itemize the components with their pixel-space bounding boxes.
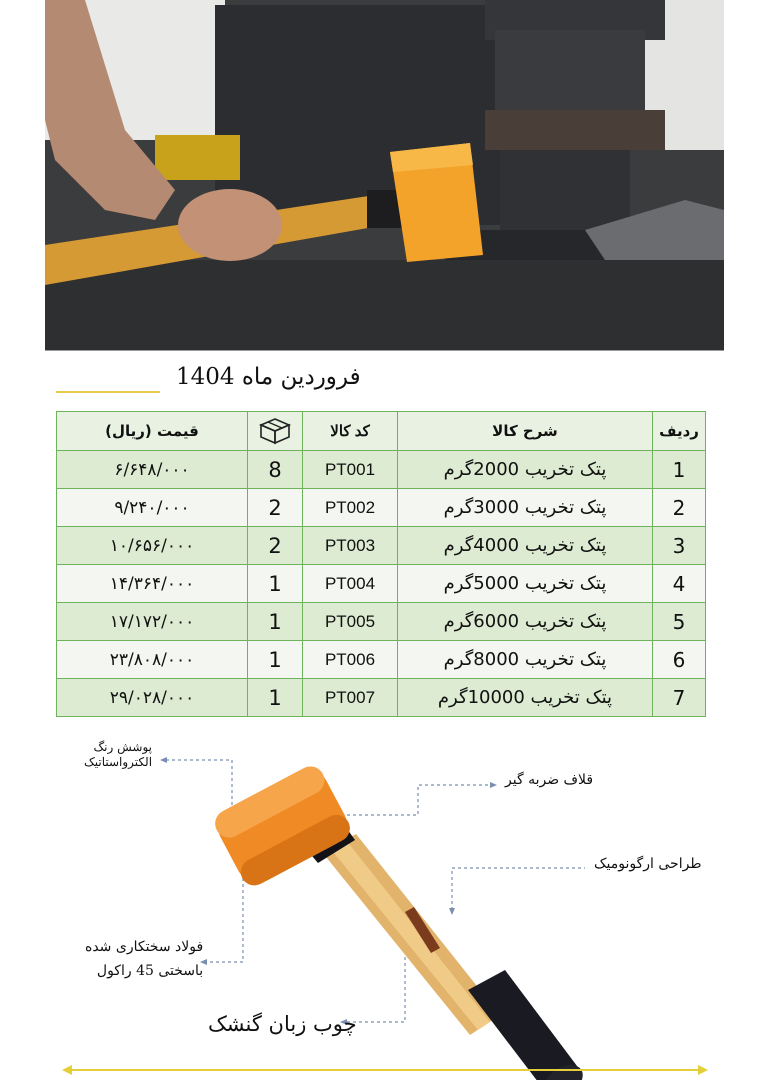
table-row bbox=[57, 527, 706, 565]
header-quantity bbox=[248, 412, 303, 451]
cell-row-number: 5 bbox=[653, 603, 706, 641]
steel-label-line2: باسختی 45 راکول bbox=[96, 963, 204, 979]
cell-code: PT005 bbox=[303, 603, 398, 641]
cell-price: ۱۷/۱۷۲/۰۰۰ bbox=[57, 603, 248, 641]
box-icon bbox=[258, 417, 292, 445]
cell-row-number: 2 bbox=[653, 489, 706, 527]
cell-price: ۹/۲۴۰/۰۰۰ bbox=[57, 489, 248, 527]
cell-description: پتک تخریب 4000گرم bbox=[398, 527, 653, 565]
cell-row-number: 3 bbox=[653, 527, 706, 565]
table-row bbox=[57, 641, 706, 679]
cell-description: پتک تخریب 6000گرم bbox=[398, 603, 653, 641]
cell-description: پتک تخریب 2000گرم bbox=[398, 451, 653, 489]
cell-code: PT006 bbox=[303, 641, 398, 679]
cell-price: ۱۴/۳۶۴/۰۰۰ bbox=[57, 565, 248, 603]
cell-quantity: 2 bbox=[248, 489, 303, 527]
cell-description: پتک تخریب 8000گرم bbox=[398, 641, 653, 679]
coating-label-line1: پوشش رنگ bbox=[93, 740, 153, 754]
cell-code: PT004 bbox=[303, 565, 398, 603]
cell-quantity: 1 bbox=[248, 565, 303, 603]
forge-scene-illustration bbox=[45, 0, 724, 350]
coating-label-line2: الکترواستاتیک bbox=[84, 755, 153, 769]
cell-quantity: 1 bbox=[248, 641, 303, 679]
sleeve-label: قلاف ضربه گیر bbox=[505, 772, 594, 788]
cell-code: PT002 bbox=[303, 489, 398, 527]
cell-quantity: 1 bbox=[248, 679, 303, 717]
hammer-diagram bbox=[0, 730, 767, 1080]
hero-photo bbox=[45, 0, 724, 351]
cell-code: PT003 bbox=[303, 527, 398, 565]
header-row-number: ردیف bbox=[653, 412, 706, 451]
cell-price: ۱۰/۶۵۶/۰۰۰ bbox=[57, 527, 248, 565]
steel-label-line1: فولاد سختکاری شده bbox=[85, 939, 204, 955]
cell-quantity: 1 bbox=[248, 603, 303, 641]
cell-price: ۲۳/۸۰۸/۰۰۰ bbox=[57, 641, 248, 679]
table-row bbox=[57, 451, 706, 489]
cell-description: پتک تخریب 3000گرم bbox=[398, 489, 653, 527]
cell-row-number: 6 bbox=[653, 641, 706, 679]
table-row bbox=[57, 565, 706, 603]
coating-label bbox=[84, 740, 152, 770]
cell-row-number: 7 bbox=[653, 679, 706, 717]
hammer-illustration bbox=[0, 730, 767, 1080]
header-code: کد کالا bbox=[303, 412, 398, 451]
cell-description: پتک تخریب 10000گرم bbox=[398, 679, 653, 717]
cell-price: ۲۹/۰۲۸/۰۰۰ bbox=[57, 679, 248, 717]
page-title: فروردین ماه 1404 bbox=[176, 364, 361, 390]
cell-quantity: 2 bbox=[248, 527, 303, 565]
cell-row-number: 4 bbox=[653, 565, 706, 603]
table-row bbox=[57, 679, 706, 717]
price-table bbox=[56, 411, 706, 717]
ergonomic-label: طراحی ارگونومیک bbox=[594, 856, 702, 872]
cell-code: PT001 bbox=[303, 451, 398, 489]
table-row bbox=[57, 489, 706, 527]
table-row bbox=[57, 603, 706, 641]
cell-quantity: 8 bbox=[248, 451, 303, 489]
header-price: قیمت (ریال) bbox=[57, 412, 248, 451]
table-header-row bbox=[57, 412, 706, 451]
wood-label: چوب زبان گنشک bbox=[208, 1012, 357, 1036]
header-description: شرح کالا bbox=[398, 412, 653, 451]
cell-row-number: 1 bbox=[653, 451, 706, 489]
cell-price: ۶/۶۴۸/۰۰۰ bbox=[57, 451, 248, 489]
cell-description: پتک تخریب 5000گرم bbox=[398, 565, 653, 603]
title-underline bbox=[56, 391, 160, 393]
cell-code: PT007 bbox=[303, 679, 398, 717]
steel-label bbox=[85, 935, 203, 983]
